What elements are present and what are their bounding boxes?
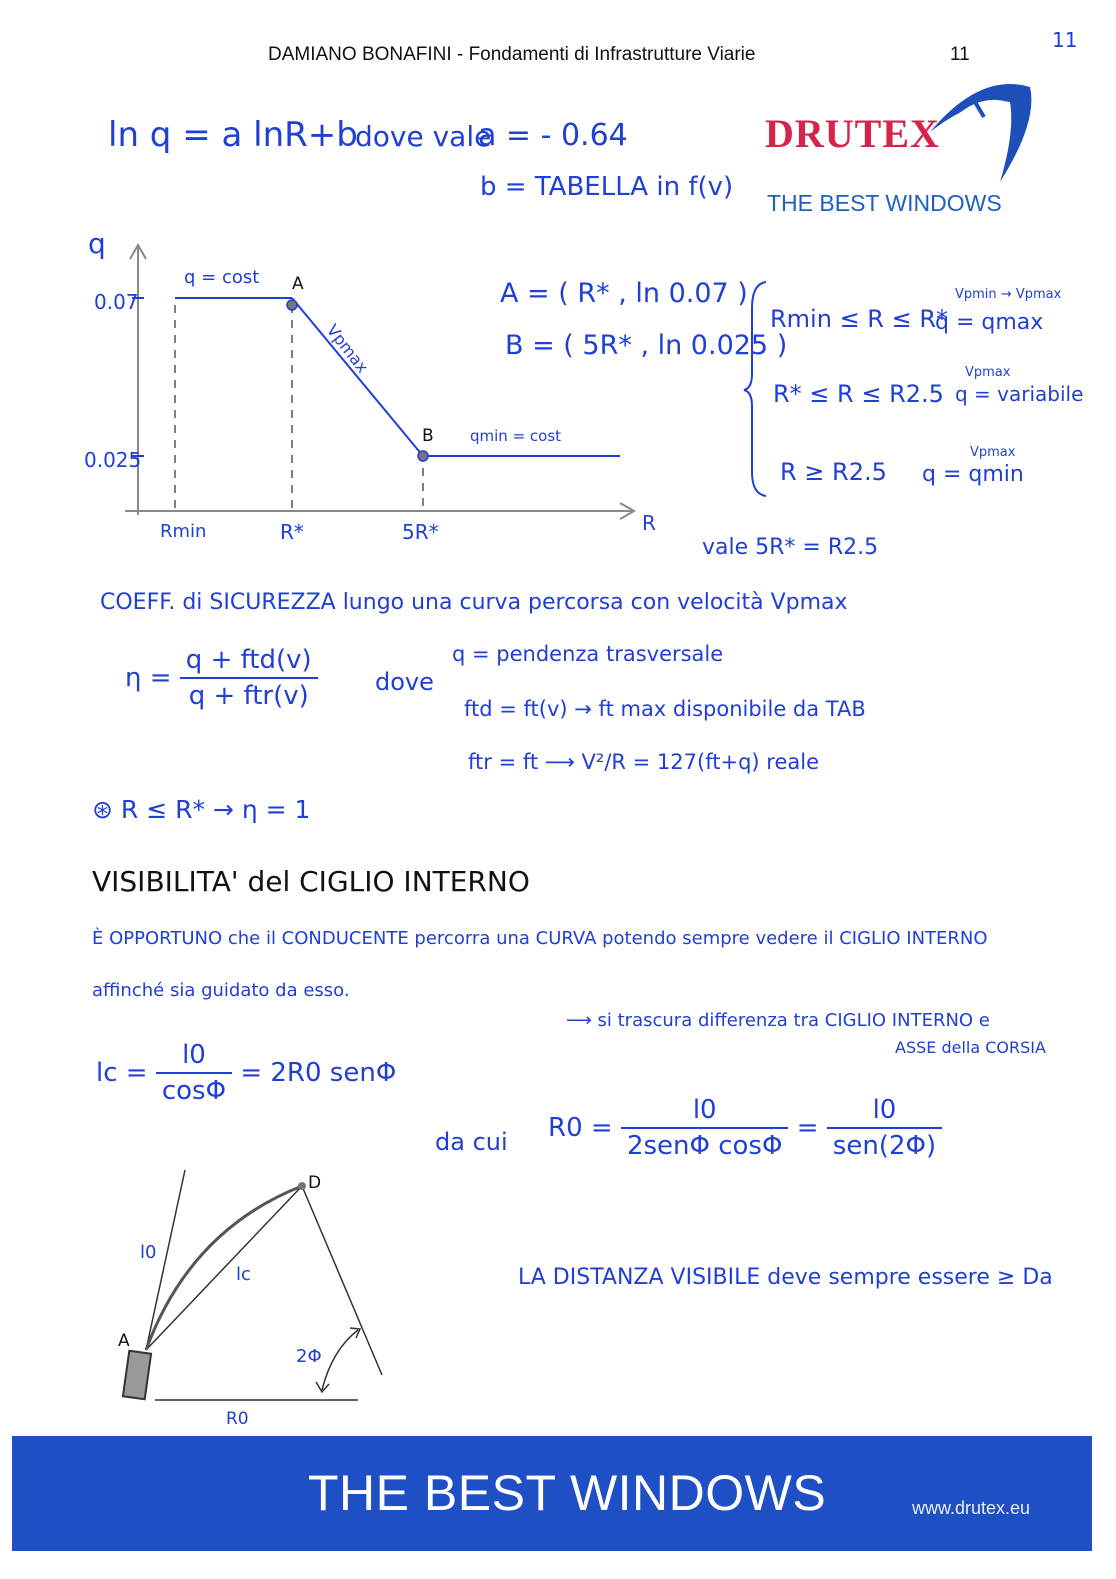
- footer-url[interactable]: www.drutex.eu: [912, 1498, 1031, 1518]
- diagram-r0: R0: [226, 1409, 249, 1429]
- lc-fraction: [156, 1040, 232, 1106]
- y-tick-bottom: 0.025: [84, 448, 142, 472]
- r0-fraction-1: [621, 1095, 789, 1161]
- log-formula: ln q = a lnR+b: [108, 115, 358, 155]
- visibility-line-1: È OPPORTUNO che il CONDUCENTE percorra una CURVA potendo sempre vedere il CIGLIO INTERNO: [92, 928, 988, 949]
- arrow-note-line-2: ASSE della CORSIA: [895, 1038, 1046, 1057]
- case-3-condition: R ≥ R2.5: [780, 458, 887, 486]
- def-ftr: ftr = ft ⟶ V²/R = 127(ft+q) reale: [468, 750, 819, 774]
- label-qmin-cost: qmin = cost: [470, 427, 562, 445]
- label-q-cost: q = cost: [184, 267, 260, 288]
- cases-brace: [742, 278, 772, 500]
- coeff-title: COEFF. di SICUREZZA lungo una curva percorsa con velocità Vpmax: [100, 590, 848, 615]
- case-3-result: q = qmin: [922, 462, 1024, 487]
- case-3-speed: Vpmax: [970, 445, 1016, 460]
- diagram-angle: 2Φ: [296, 1346, 322, 1367]
- slope-label: Vpmax: [322, 320, 373, 377]
- visibility-line-2: affinché sia guidato da esso.: [92, 980, 350, 1001]
- x-axis-label: R: [642, 511, 656, 535]
- case-1-condition: Rmin ≤ R ≤ R*: [770, 305, 949, 333]
- formula-where: dove vale: [355, 120, 492, 153]
- point-a-label: A: [292, 274, 304, 294]
- eta-limit-note: ⊛ R ≤ R* → η = 1: [92, 795, 311, 824]
- point-b-marker: [418, 451, 428, 461]
- diagram-l0: l0: [140, 1242, 157, 1263]
- point-b-definition: B = ( 5R* , ln 0.025 ): [505, 330, 788, 361]
- corner-page-number: 11: [1052, 28, 1078, 52]
- lc-rhs: = 2R0 senΦ: [240, 1058, 397, 1088]
- page-number: 11: [950, 44, 970, 65]
- eta-lhs: η =: [125, 663, 172, 693]
- distance-note: LA DISTANZA VISIBILE deve sempre essere ≥ Da: [518, 1265, 1053, 1290]
- arrow-note-line-1: ⟶ si trascura differenza tra CIGLIO INTERNO e: [566, 1010, 990, 1031]
- x-tick-5rstar: 5R*: [402, 520, 439, 544]
- diagram-point-a: A: [118, 1331, 130, 1351]
- case-2-result: q = variabile: [955, 382, 1084, 406]
- vehicle-marker: [123, 1351, 151, 1400]
- lc-lhs: lc =: [96, 1058, 148, 1088]
- def-ftd: ftd = ft(v) → ft max disponibile da TAB: [464, 697, 866, 721]
- footer-tagline: THE BEST WINDOWS: [308, 1465, 827, 1521]
- coefficient-b: b = TABELLA in f(v): [480, 172, 734, 202]
- lc-numerator: l0: [156, 1040, 232, 1074]
- x-tick-rstar: R*: [280, 520, 304, 544]
- r0-numerator-1: l0: [621, 1095, 789, 1129]
- r0-lhs: R0 =: [548, 1113, 613, 1143]
- case-1-result: q = qmax: [935, 310, 1044, 335]
- r0-formula: [548, 1095, 942, 1161]
- y-tick-top: 0.07: [94, 290, 139, 314]
- case-2-speed: Vpmax: [965, 365, 1011, 380]
- brand-tagline: THE BEST WINDOWS: [767, 190, 1002, 216]
- r0-fraction-2: [827, 1095, 942, 1161]
- lc-formula: [96, 1040, 396, 1106]
- diagram-point-d: D: [308, 1173, 322, 1193]
- curve-visibility-diagram: [100, 1150, 400, 1440]
- visibility-title: VISIBILITA' del CIGLIO INTERNO: [92, 865, 530, 898]
- r0-denominator-2: sen(2Φ): [832, 1131, 937, 1161]
- drutex-logo-text: DRUTEX: [765, 111, 940, 156]
- r0-equals: =: [796, 1113, 819, 1143]
- page-header-title: DAMIANO BONAFINI - Fondamenti di Infrastrutture Viarie: [268, 44, 756, 65]
- eta-numerator: q + ftd(v): [180, 645, 318, 679]
- note-vale: vale 5R* = R2.5: [702, 535, 879, 560]
- y-axis-label: q: [88, 227, 106, 260]
- point-a-marker: [287, 300, 297, 310]
- point-b-label: B: [422, 426, 434, 446]
- r0-numerator-2: l0: [827, 1095, 942, 1129]
- x-tick-rmin: Rmin: [160, 521, 207, 542]
- point-a-definition: A = ( R* , ln 0.07 ): [500, 278, 748, 309]
- q-vs-r-graph: [80, 225, 680, 555]
- case-1-speed: Vpmin → Vpmax: [955, 287, 1062, 302]
- eta-fraction: [180, 645, 318, 711]
- coefficient-a: a = - 0.64: [478, 118, 628, 153]
- lc-denominator: cosΦ: [161, 1076, 227, 1106]
- da-cui: da cui: [435, 1128, 508, 1156]
- coeff-dove: dove: [375, 668, 434, 696]
- def-q: q = pendenza trasversale: [452, 642, 724, 666]
- case-2-condition: R* ≤ R ≤ R2.5: [773, 380, 944, 408]
- r0-denominator-1: 2senΦ cosΦ: [626, 1131, 783, 1161]
- diagram-lc: lc: [236, 1264, 251, 1285]
- footer-banner: [12, 1436, 1092, 1551]
- eta-denominator: q + ftr(v): [188, 681, 309, 711]
- eta-formula: [125, 645, 318, 711]
